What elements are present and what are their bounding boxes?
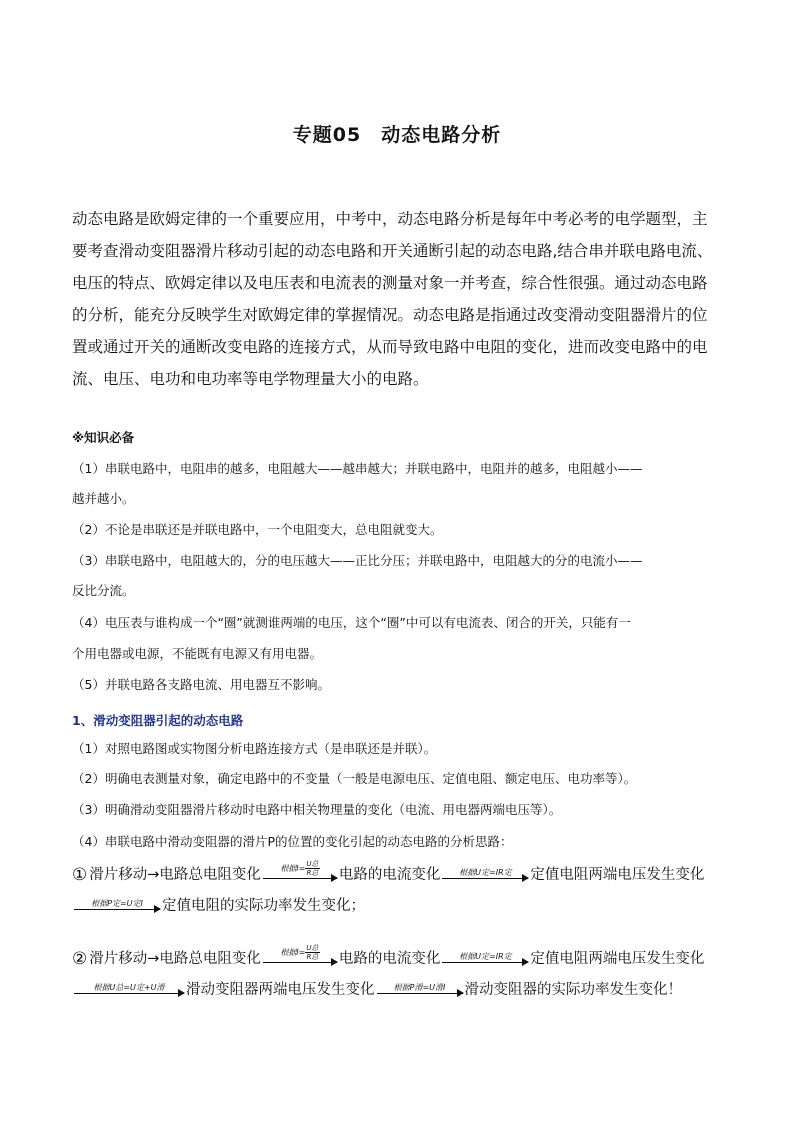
- knowledge-item: （1）串联电路中，电阻串的越多，电阻越大——越串越大；并联电路中，电阻并的越多，电阻越小——: [72, 461, 643, 476]
- knowledge-item: （2）不论是串联还是并联电路中，一个电阻变大，总电阻就变大。: [72, 522, 443, 537]
- flow2-step5: 滑动变阻器的实际功率发生变化！: [464, 982, 682, 998]
- arrow-line: [442, 962, 528, 963]
- flow1-row2: [72, 894, 365, 918]
- frac-num: U总: [306, 944, 319, 952]
- frac-den: R总: [306, 953, 319, 961]
- arrow-label: 根据U定=IR定: [459, 868, 512, 877]
- flow2-arrow2: [442, 952, 528, 971]
- intro-paragraph: [72, 203, 732, 395]
- flow1-marker: ①: [72, 865, 88, 885]
- flow1-row1: [72, 860, 704, 887]
- arrow-line: [442, 878, 528, 879]
- arrow-line: [74, 993, 184, 994]
- arrow-line: [74, 909, 160, 910]
- flow2-row1: [72, 944, 704, 971]
- flow1-step2: 电路的电流变化: [338, 867, 441, 883]
- flow1-step3: 定值电阻两端电压发生变化: [530, 867, 705, 883]
- intro-line: 置或通过开关的通断改变电路的连接方式，从而导致电路中电阻的变化，进而改变电路中的电: [72, 338, 708, 356]
- section1-heading: 1、滑动变阻器引起的动态电路: [72, 713, 244, 728]
- flow2-arrow1: [263, 944, 337, 971]
- flow2-arrow4: [377, 983, 463, 1002]
- knowledge-item: 反比分流。: [72, 583, 135, 598]
- knowledge-item: 越并越小。: [72, 491, 135, 506]
- arrow-label: 根据U总=U定+U滑: [93, 983, 165, 992]
- arrow-label: 根据I=: [280, 864, 306, 873]
- arrow-label: 根据P定=U定I: [91, 899, 143, 908]
- flow2-row2: [72, 978, 682, 1002]
- arrow-label: 根据I=: [280, 948, 306, 957]
- intro-line: 要考查滑动变阻器滑片移动引起的动态电路和开关通断引起的动态电路,结合串并联电路电流、: [72, 242, 713, 260]
- frac-den: R总: [306, 869, 319, 877]
- flow2-step2: 电路的电流变化: [338, 951, 441, 967]
- section1-item: （2）明确电表测量对象，确定电路中的不变量（一般是电源电压、定值电阻、额定电压、电功率等）。: [72, 771, 637, 786]
- flow1-step1: 滑片移动→电路总电阻变化: [89, 867, 261, 883]
- flow2-marker: ②: [72, 949, 88, 969]
- knowledge-heading: ※知识必备: [72, 430, 135, 445]
- flow2-step1: 滑片移动→电路总电阻变化: [89, 951, 261, 967]
- knowledge-item: （4）电压表与谁构成一个“圈”就测谁两端的电压，这个“圈”中可以有电流表、闭合的开关，只能有一: [72, 615, 631, 630]
- frac-num: U总: [306, 860, 319, 868]
- flow1-step4: 定值电阻的实际功率发生变化；: [162, 898, 365, 914]
- intro-line: 电压的特点、欧姆定律以及电压表和电流表的测量对象一并考查，综合性很强。通过动态电路: [72, 274, 708, 292]
- intro-line: 流、电压、电功和电功率等电学物理量大小的电路。: [72, 370, 429, 388]
- arrow-line: [263, 962, 337, 963]
- page-title: 专题05 动态电路分析: [292, 124, 502, 146]
- knowledge-item: 个用电器或电源，不能既有电源又有用电器。: [72, 646, 323, 661]
- flow1-arrow1: [263, 860, 337, 887]
- knowledge-item: （3）串联电路中，电阻越大的，分的电压越大——正比分压；并联电路中，电阻越大的分的电流小——: [72, 553, 643, 568]
- flow1-arrow3: [74, 899, 160, 918]
- section1-item: （4）串联电路中滑动变阻器的滑片P的位置的变化引起的动态电路的分析思路：: [72, 834, 513, 849]
- flow1-arrow2: [442, 868, 528, 887]
- flow2-step4: 滑动变阻器两端电压发生变化: [186, 982, 375, 998]
- flow2-arrow3: [74, 983, 184, 1002]
- arrow-line: [263, 878, 337, 879]
- arrow-line: [377, 993, 463, 994]
- arrow-label: 根据P滑=U滑I: [393, 983, 446, 992]
- section1-item: （1）对照电路图或实物图分析电路连接方式（是串联还是并联）。: [72, 741, 437, 756]
- intro-line: 的分析，能充分反映学生对欧姆定律的掌握情况。动态电路是指通过改变滑动变阻器滑片的位: [72, 306, 708, 324]
- flow2-step3: 定值电阻两端电压发生变化: [530, 951, 705, 967]
- section1-item: （3）明确滑动变阻器滑片移动时电路中相关物理量的变化（电流、用电器两端电压等）。: [72, 802, 562, 817]
- knowledge-item: （5）并联电路各支路电流、用电器互不影响。: [72, 677, 330, 692]
- intro-line: 动态电路是欧姆定律的一个重要应用，中考中，动态电路分析是每年中考必考的电学题型，主: [72, 210, 708, 228]
- arrow-label: 根据U定=IR定: [459, 952, 512, 961]
